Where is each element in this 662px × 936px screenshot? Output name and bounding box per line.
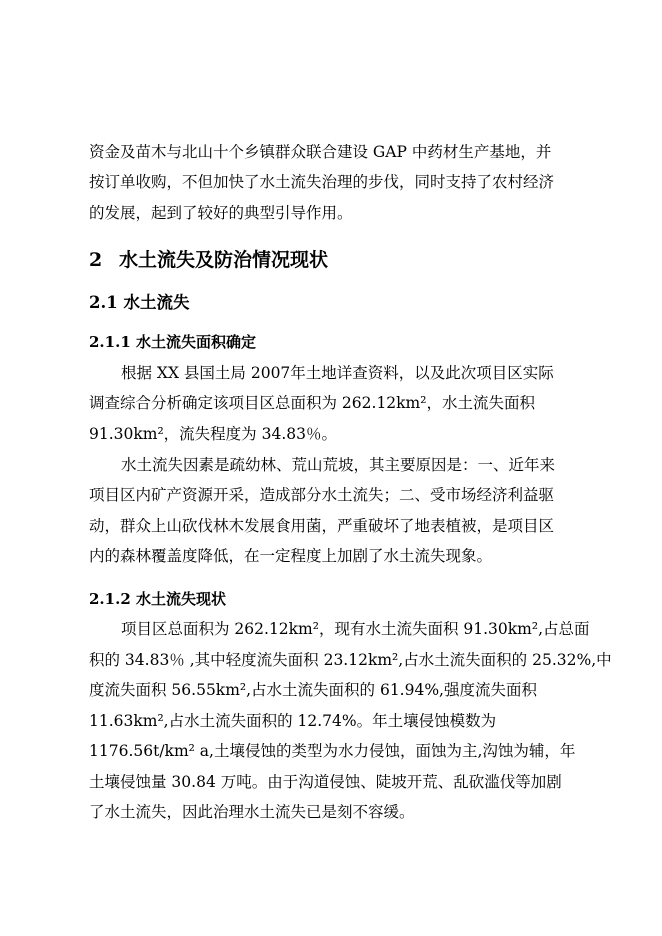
- intro-line-2: 按订单收购，不但加快了水土流失治理的步伐，同时支持了农村经济: [89, 173, 555, 191]
- s211-p2-line-3: 动，群众上山砍伐林木发展食用菌，严重破坏了地表植被，是项目区: [89, 517, 555, 535]
- section-2-1-2-heading: [89, 588, 226, 609]
- section-2-1-number: 2.1: [89, 293, 118, 312]
- intro-line-1: 资金及苗木与北山十个乡镇群众联合建设 GAP 中药材生产基地，并: [89, 143, 552, 161]
- s212-p1-line-4: 11.63km²,占水土流失面积的 12.74%。年土壤侵蚀模数为: [89, 712, 497, 730]
- section-2-heading: [89, 245, 328, 272]
- section-2-1-2-title: 水土流失现状: [136, 590, 227, 608]
- s212-p1-line-6: 土壤侵蚀量 30.84 万吨。由于沟道侵蚀、陡坡开荒、乱砍滥伐等加剧: [89, 773, 562, 791]
- s212-p1-line-1: 项目区总面积为 262.12km²，现有水土流失面积 91.30km²,占总面: [121, 620, 590, 638]
- s212-p1-line-5: 1176.56t/km² a,土壤侵蚀的类型为水力侵蚀，面蚀为主,沟蚀为辅，年: [89, 742, 576, 760]
- s212-p1-line-2: 积的 34.83％ ,其中轻度流失面积 23.12km²,占水土流失面积的 25.32%,中: [89, 651, 612, 669]
- section-2-1-title: 水土流失: [123, 293, 190, 312]
- s212-p1-line-7: 了水土流失，因此治理水土流失已是刻不容缓。: [89, 803, 415, 821]
- s211-p2-line-2: 项目区内矿产资源开采，造成部分水土流失；二、受市场经济利益驱: [89, 486, 555, 504]
- section-2-1-2-number: 2.1.2: [89, 590, 131, 608]
- s212-p1-line-3: 度流失面积 56.55km²,占水土流失面积的 61.94%,强度流失面积: [89, 681, 537, 699]
- s211-p2-line-1: 水土流失因素是疏幼林、荒山荒坡，其主要原因是：一、近年来: [121, 456, 556, 474]
- section-2-number: 2: [89, 249, 103, 271]
- section-2-1-heading: [89, 289, 189, 313]
- section-2-1-1-title: 水土流失面积确定: [136, 333, 257, 351]
- section-2-1-1-number: 2.1.1: [89, 333, 131, 351]
- s211-p1-line-2: 调查综合分析确定该项目区总面积为 262.12km²，水土流失面积: [89, 394, 535, 412]
- section-2-title: 水土流失及防治情况现状: [119, 249, 329, 271]
- intro-line-3: 的发展，起到了较好的典型引导作用。: [89, 204, 353, 222]
- section-2-1-1-heading: [89, 331, 256, 352]
- s211-p1-line-3: 91.30km²，流失程度为 34.83％。: [89, 425, 337, 443]
- s211-p1-line-1: 根据 XX 县国土局 2007年土地详查资料，以及此次项目区实际: [121, 364, 554, 382]
- s211-p2-line-4: 内的森林覆盖度降低，在一定程度上加剧了水土流失现象。: [89, 547, 493, 565]
